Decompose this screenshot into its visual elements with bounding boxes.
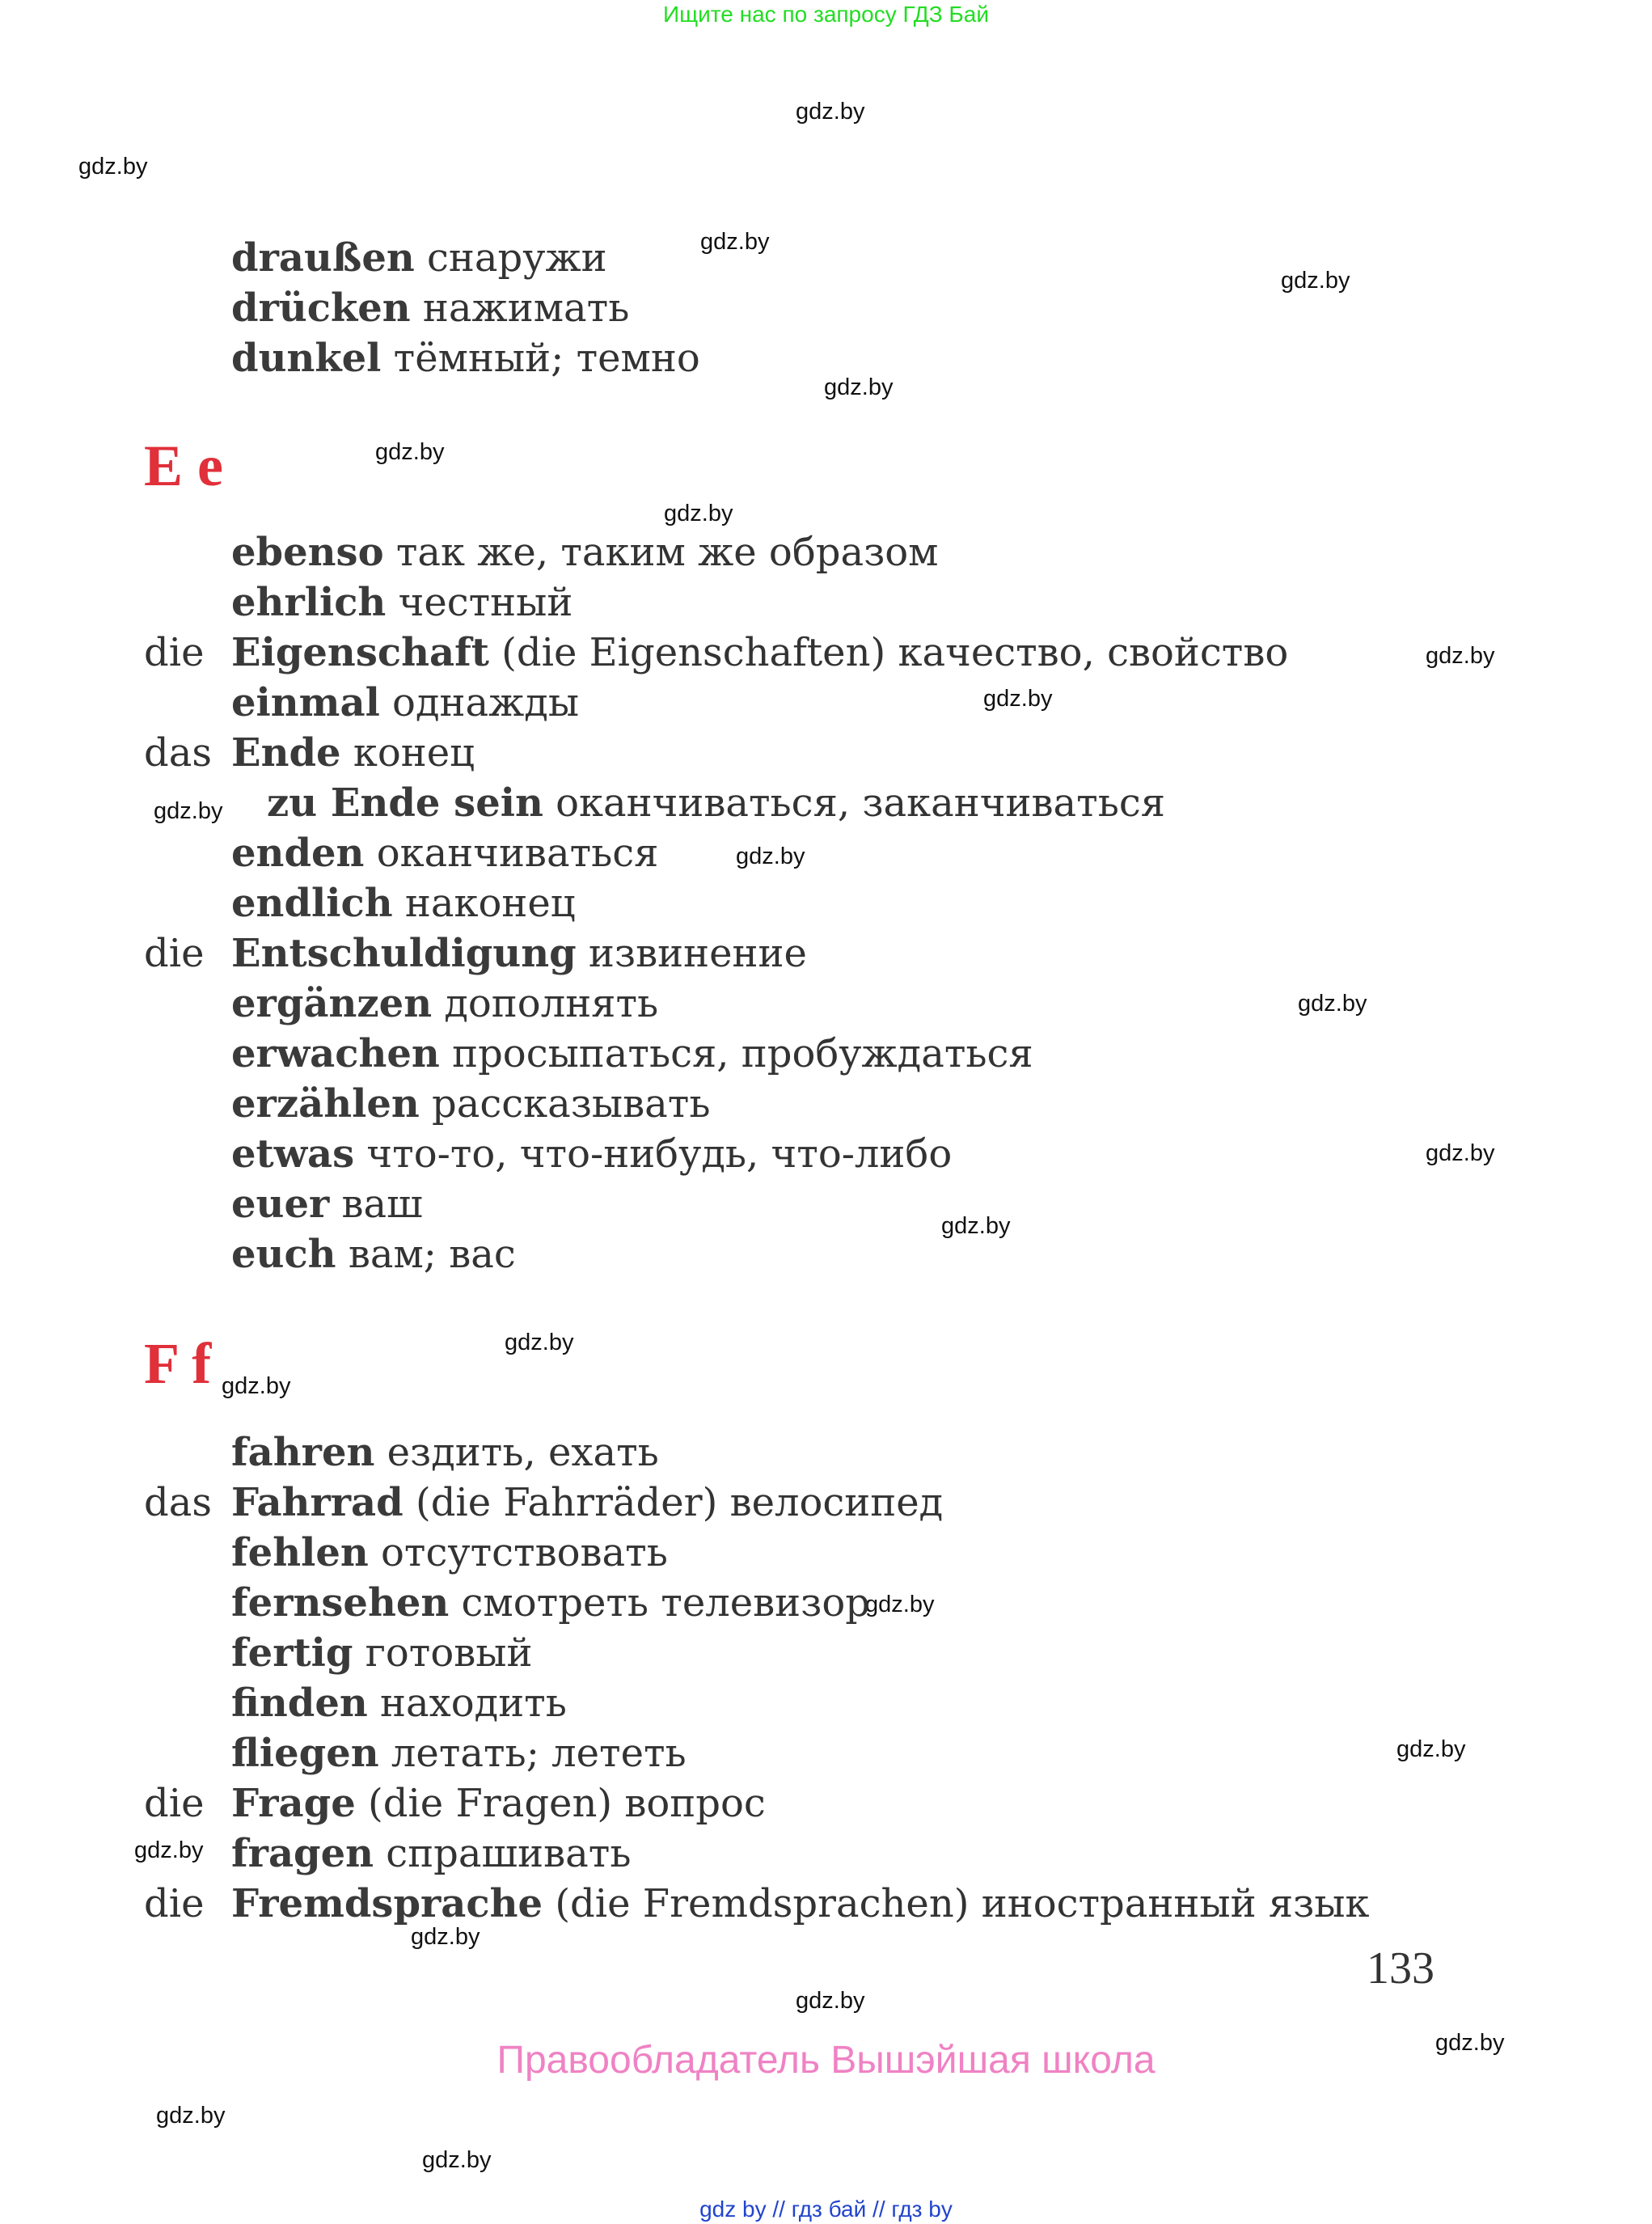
- translation: снаружи: [414, 235, 607, 281]
- headword: fehlen: [231, 1530, 369, 1575]
- dictionary-entry: [231, 1628, 532, 1678]
- translation: готовый: [353, 1630, 533, 1676]
- dictionary-entry: [231, 628, 1288, 678]
- dictionary-entry: [231, 1079, 710, 1129]
- headword: fragen: [231, 1831, 374, 1876]
- headword: fliegen: [231, 1731, 379, 1776]
- copyright-notice: Правообладатель Вышэйшая школа: [496, 2039, 1156, 2082]
- watermark: gdz.by: [1396, 1736, 1466, 1762]
- headword: ehrlich: [231, 580, 387, 625]
- dictionary-entry: [231, 678, 579, 728]
- watermark: gdz.by: [983, 686, 1053, 712]
- article: das: [144, 730, 212, 776]
- headword: Frage: [231, 1781, 356, 1826]
- translation: что-то, что-нибудь, что-либо: [354, 1131, 953, 1177]
- translation: наконец: [392, 881, 576, 926]
- article: das: [144, 1480, 212, 1525]
- translation: спрашивать: [374, 1831, 632, 1876]
- headword: drücken: [231, 285, 411, 331]
- dictionary-entry: [231, 928, 807, 979]
- footer-link-gdz-by-ru[interactable]: гдз by: [891, 2197, 953, 2222]
- translation: честный: [386, 580, 573, 625]
- watermark: gdz.by: [1426, 643, 1495, 669]
- dictionary-entry: [231, 878, 576, 928]
- watermark: gdz.by: [505, 1330, 574, 1355]
- dictionary-entry: [231, 577, 572, 628]
- translation: (die Eigenschaften) качество, свойство: [488, 630, 1289, 675]
- dictionary-subentry: [267, 778, 1165, 828]
- dictionary-entry: [231, 233, 607, 283]
- search-banner: Ищите нас по запросу ГДЗ Бай: [662, 2, 990, 27]
- footer-link-gdz-by[interactable]: gdz by: [699, 2197, 767, 2222]
- dictionary-entry: [231, 1778, 766, 1829]
- headword: Fremdsprache: [231, 1881, 543, 1926]
- headword: etwas: [231, 1131, 355, 1177]
- dictionary-entry: [231, 1678, 567, 1728]
- article: die: [144, 931, 205, 976]
- watermark: gdz.by: [375, 439, 445, 465]
- headword: fernsehen: [231, 1580, 450, 1626]
- headword: dunkel: [231, 336, 382, 381]
- dictionary-entry: [231, 828, 658, 878]
- footer-separator: //: [872, 2197, 885, 2222]
- watermark: gdz.by: [1281, 268, 1350, 294]
- headword: enden: [231, 831, 365, 876]
- translation: ваш: [329, 1182, 423, 1227]
- headword: erwachen: [231, 1031, 440, 1076]
- translation: однажды: [379, 680, 580, 725]
- watermark: gdz.by: [411, 1924, 480, 1950]
- section-heading-f: F f: [144, 1331, 212, 1396]
- watermark: gdz.by: [134, 1837, 204, 1863]
- watermark: gdz.by: [422, 2147, 492, 2173]
- footer-links: [0, 2197, 1652, 2222]
- dictionary-entry: [231, 1427, 659, 1478]
- watermark: gdz.by: [1426, 1140, 1495, 1166]
- translation: вам; вас: [336, 1232, 516, 1277]
- dictionary-entry: [231, 979, 658, 1029]
- dictionary-entry: [231, 1229, 516, 1279]
- headword: zu Ende sein: [267, 780, 543, 826]
- dictionary-entry: [231, 1179, 423, 1229]
- headword: fahren: [231, 1430, 375, 1475]
- watermark: gdz.by: [865, 1592, 935, 1617]
- translation: (die Fremdsprachen) иностранный язык: [543, 1881, 1370, 1926]
- watermark: gdz.by: [78, 154, 148, 180]
- headword: finden: [231, 1681, 368, 1726]
- dictionary-entry: [231, 1129, 952, 1179]
- headword: fertig: [231, 1630, 353, 1676]
- headword: euch: [231, 1232, 336, 1277]
- dictionary-entry: [231, 1478, 943, 1528]
- article: die: [144, 1881, 205, 1926]
- article: die: [144, 630, 205, 675]
- watermark: gdz.by: [154, 798, 223, 824]
- watermark: gdz.by: [941, 1213, 1011, 1239]
- headword: Ende: [231, 730, 341, 776]
- translation: находить: [367, 1681, 567, 1726]
- watermark: gdz.by: [796, 99, 865, 125]
- translation: (die Fragen) вопрос: [355, 1781, 766, 1826]
- headword: Eigenschaft: [231, 630, 489, 675]
- dictionary-entry: [231, 728, 475, 778]
- watermark: gdz.by: [824, 374, 894, 400]
- headword: endlich: [231, 881, 393, 926]
- translation: нажимать: [410, 285, 630, 331]
- footer-separator: //: [772, 2197, 785, 2222]
- section-heading-e: E e: [144, 433, 223, 498]
- translation: так же, таким же образом: [383, 530, 939, 575]
- watermark: gdz.by: [796, 1988, 865, 2014]
- watermark: gdz.by: [156, 2103, 226, 2129]
- dictionary-entry: [231, 1029, 1033, 1079]
- translation: просыпаться, пробуждаться: [439, 1031, 1033, 1076]
- watermark: gdz.by: [664, 501, 733, 526]
- translation: тёмный; темно: [381, 336, 700, 381]
- translation: смотреть телевизор: [449, 1580, 870, 1626]
- translation: рассказывать: [419, 1081, 711, 1127]
- translation: отсутствовать: [368, 1530, 668, 1575]
- dictionary-entry: [231, 1879, 1369, 1929]
- watermark: gdz.by: [1298, 991, 1367, 1017]
- article: die: [144, 1781, 205, 1826]
- watermark: gdz.by: [222, 1373, 291, 1399]
- dictionary-entry: [231, 1528, 668, 1578]
- headword: ergänzen: [231, 981, 433, 1026]
- dictionary-entry: [231, 1578, 870, 1628]
- translation: ездить, ехать: [374, 1430, 659, 1475]
- watermark: gdz.by: [1435, 2030, 1505, 2056]
- watermark: gdz.by: [700, 229, 770, 255]
- translation: оканчиваться, заканчиваться: [543, 780, 1165, 826]
- headword: ebenso: [231, 530, 384, 575]
- footer-link-gdz-bai[interactable]: гдз бай: [791, 2197, 867, 2222]
- dictionary-entry: [231, 1829, 631, 1879]
- headword: Fahrrad: [231, 1480, 403, 1525]
- headword: draußen: [231, 235, 415, 281]
- translation: извинение: [576, 931, 807, 976]
- dictionary-entry: [231, 1728, 687, 1778]
- translation: дополнять: [432, 981, 659, 1026]
- headword: einmal: [231, 680, 380, 725]
- translation: оканчиваться: [364, 831, 659, 876]
- translation: конец: [340, 730, 475, 776]
- headword: Entschuldigung: [231, 931, 577, 976]
- translation: летать; лететь: [378, 1731, 687, 1776]
- translation: (die Fahrräder) велосипед: [403, 1480, 944, 1525]
- watermark: gdz.by: [736, 844, 805, 869]
- dictionary-entry: [231, 527, 938, 577]
- dictionary-entry: [231, 283, 629, 333]
- headword: euer: [231, 1182, 330, 1227]
- headword: erzählen: [231, 1081, 420, 1127]
- dictionary-entry: [231, 333, 700, 383]
- page-number: 133: [1367, 1943, 1434, 1994]
